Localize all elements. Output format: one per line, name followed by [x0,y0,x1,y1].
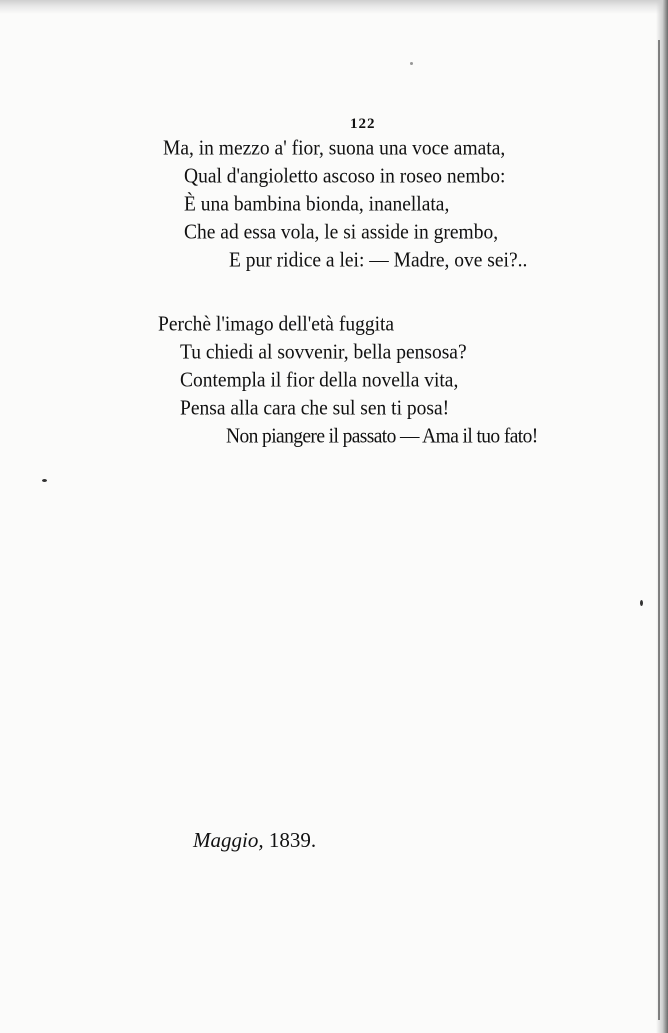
verse-line: Qual d'angioletto ascoso in roseo nembo: [184,165,506,188]
ink-speck [410,62,413,65]
ink-speck [42,479,47,482]
verse-line: Contempla il fior della novella vita, [180,369,459,392]
verse-line: Ma, in mezzo a' fior, suona una voce amata, [163,137,506,160]
date-signature [193,828,316,853]
verse-line: Perchè l'imago dell'età fuggita [158,313,395,336]
date-month: Maggio, [193,828,264,852]
page-edge-line [658,40,660,1020]
verse-line: Tu chiedi al sovvenir, bella pensosa? [180,341,467,364]
ink-speck [640,600,643,606]
verse-line: Non piangere il passato — Ama il tuo fato! [226,425,538,448]
verse-line: È una bambina bionda, inanellata, [184,193,450,216]
scan-top-edge [0,0,668,14]
verse-line: E pur ridice a lei: — Madre, ove sei?.. [229,249,528,272]
date-year: 1839. [268,828,317,852]
verse-line: Pensa alla cara che sul sen ti posa! [180,397,450,420]
verse-line: Che ad essa vola, le si asside in grembo, [184,221,499,244]
page-number: 122 [350,116,376,132]
